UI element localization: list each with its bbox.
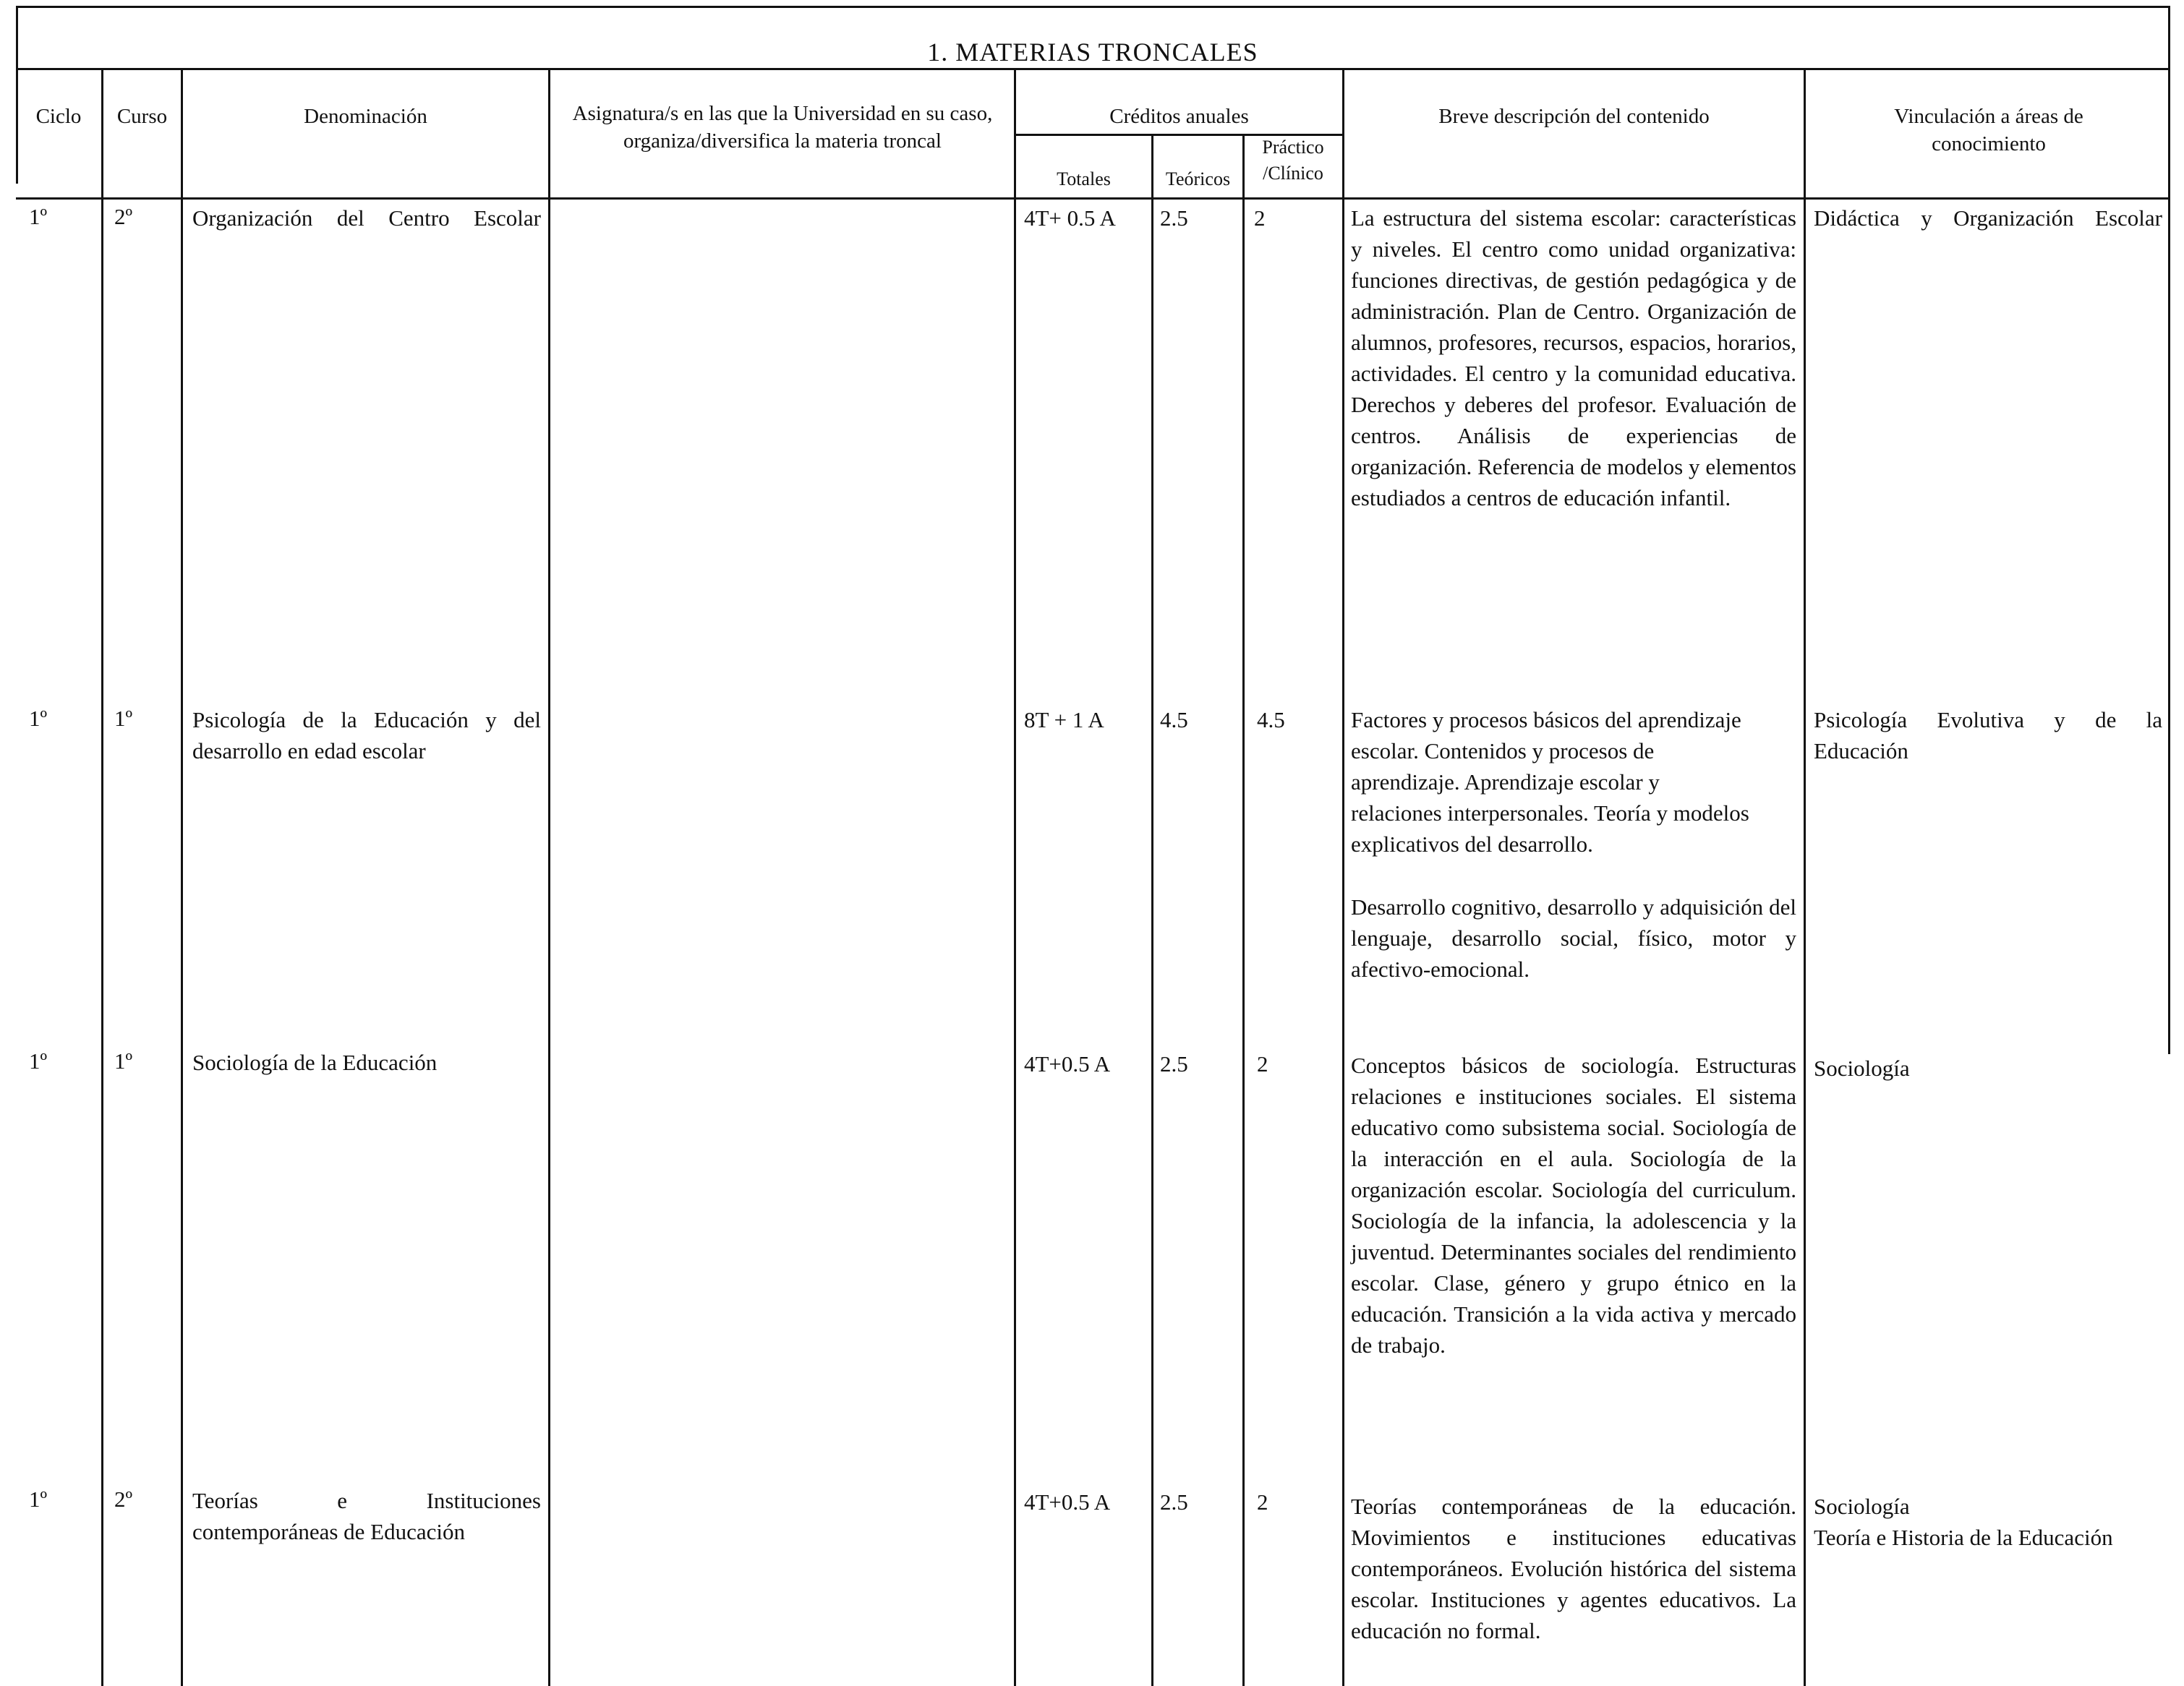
row2-denominacion: Psicología de la Educación y del desarrollo en edad escolar <box>192 707 541 763</box>
row2-descripcion-b: Desarrollo cognitivo, desarrollo y adquisición del lenguaje, desarrollo social, físico, motor y afectivo-emocional. <box>1351 894 1796 982</box>
header-descripcion: Breve descripción del contenido <box>1438 105 1710 128</box>
row4-denominacion: Teorías e Instituciones contemporáneas de Educación <box>192 1488 541 1544</box>
row4-ciclo: 1º <box>29 1486 48 1512</box>
table-left-border <box>16 6 18 184</box>
row3-teoricos: 2.5 <box>1160 1051 1188 1077</box>
row4-teoricos: 2.5 <box>1160 1489 1188 1515</box>
header-totales: Totales <box>1057 168 1111 189</box>
header-creditos: Créditos anuales <box>1109 105 1249 128</box>
column-divider-4 <box>1014 68 1016 1686</box>
header-ciclo: Ciclo <box>35 105 82 128</box>
header-curso: Curso <box>116 105 168 128</box>
row3-descripcion: Conceptos básicos de sociología. Estructuras relaciones e instituciones sociales. El sistema educativo como subsistema social. Sociología de la interacción en el aula. Sociología de la organización escolar. Sociología del curriculum. Sociología de la infancia, la adolescencia y la juventud. Determinantes sociales del rendimiento escolar. Clase, género y grupo étnico en la educación. Transición a la vida activa y mercado de trabajo. <box>1351 1053 1796 1358</box>
row2-ciclo: 1º <box>29 706 48 731</box>
column-divider-5 <box>1151 134 1153 1686</box>
column-divider-3 <box>548 68 550 1686</box>
row2-curso: 1º <box>114 706 133 731</box>
header-denominacion: Denominación <box>304 105 427 128</box>
row3-vinculacion: Sociología <box>1814 1056 1910 1081</box>
row1-denominacion: Organización del Centro Escolar <box>192 205 541 231</box>
row3-curso: 1º <box>114 1048 133 1074</box>
row3-practico: 2 <box>1257 1051 1268 1077</box>
row1-curso: 2º <box>114 204 133 229</box>
row4-descripcion: Teorías contemporáneas de la educación. Movimientos e instituciones educativas contemporáneos. Evolución histórica del sistema escolar. Instituciones y agentes educativos. La educación no formal. <box>1351 1494 1796 1643</box>
table-top-border <box>16 6 2170 8</box>
row2-vinculacion: Psicología Evolutiva y de la Educación <box>1814 707 2162 763</box>
row2-teoricos: 4.5 <box>1160 707 1188 732</box>
header-asignatura: Asignatura/s en las que la Universidad en su caso, organiza/diversifica la materia troncal <box>572 102 993 153</box>
column-divider-2 <box>181 68 183 1686</box>
row4-curso: 2º <box>114 1486 133 1512</box>
column-divider-6 <box>1242 134 1245 1686</box>
title-bottom-border <box>16 68 2170 70</box>
row4-vinculacion-a: Sociología <box>1814 1494 1910 1519</box>
header-bottom-border <box>16 197 2170 200</box>
column-divider-8 <box>1804 68 1806 1686</box>
header-practico: Práctico /Clínico <box>1262 137 1324 184</box>
row4-totales: 4T+0.5 A <box>1024 1489 1111 1515</box>
table-title: 1. MATERIAS TRONCALES <box>927 38 1258 67</box>
row1-totales: 4T+ 0.5 A <box>1024 205 1116 231</box>
table-right-border <box>2168 6 2170 1054</box>
row1-vinculacion: Didáctica y Organización Escolar <box>1814 205 2162 231</box>
row2-totales: 8T + 1 A <box>1024 707 1104 732</box>
row1-descripcion: La estructura del sistema escolar: características y niveles. El centro como unidad organizativa: funciones directivas, de gestión pedagógica y de administración. Plan de Centro. Organización de alumnos, profesores, recursos, espacios, horarios, actividades. El centro y la comunidad educativa. Derechos y deberes del profesor. Evaluación de centros. Análisis de experiencias de organización. Referencia de modelos y elementos estudiados a centros de educación infantil. <box>1351 205 1796 510</box>
column-divider-1 <box>101 68 103 1686</box>
row3-totales: 4T+0.5 A <box>1024 1051 1111 1077</box>
row3-ciclo: 1º <box>29 1048 48 1074</box>
header-vinculacion: Vinculación a áreas de conocimiento <box>1894 105 2083 155</box>
row4-practico: 2 <box>1257 1489 1268 1515</box>
row1-practico: 2 <box>1254 205 1266 231</box>
row1-teoricos: 2.5 <box>1160 205 1188 231</box>
row4-vinculacion-b: Teoría e Historia de la Educación <box>1814 1525 2113 1550</box>
column-divider-7 <box>1342 68 1344 1686</box>
row2-practico: 4.5 <box>1257 707 1285 732</box>
row1-ciclo: 1º <box>29 204 48 229</box>
header-teoricos: Teóricos <box>1165 168 1231 189</box>
row2-descripcion-a: Factores y procesos básicos del aprendizaje escolar. Contenidos y procesos de aprendizaje. Aprendizaje escolar y relaciones interpersonales. Teoría y modelos explicativos del desarrollo. <box>1351 707 1749 857</box>
row3-denominacion: Sociología de la Educación <box>192 1050 438 1075</box>
